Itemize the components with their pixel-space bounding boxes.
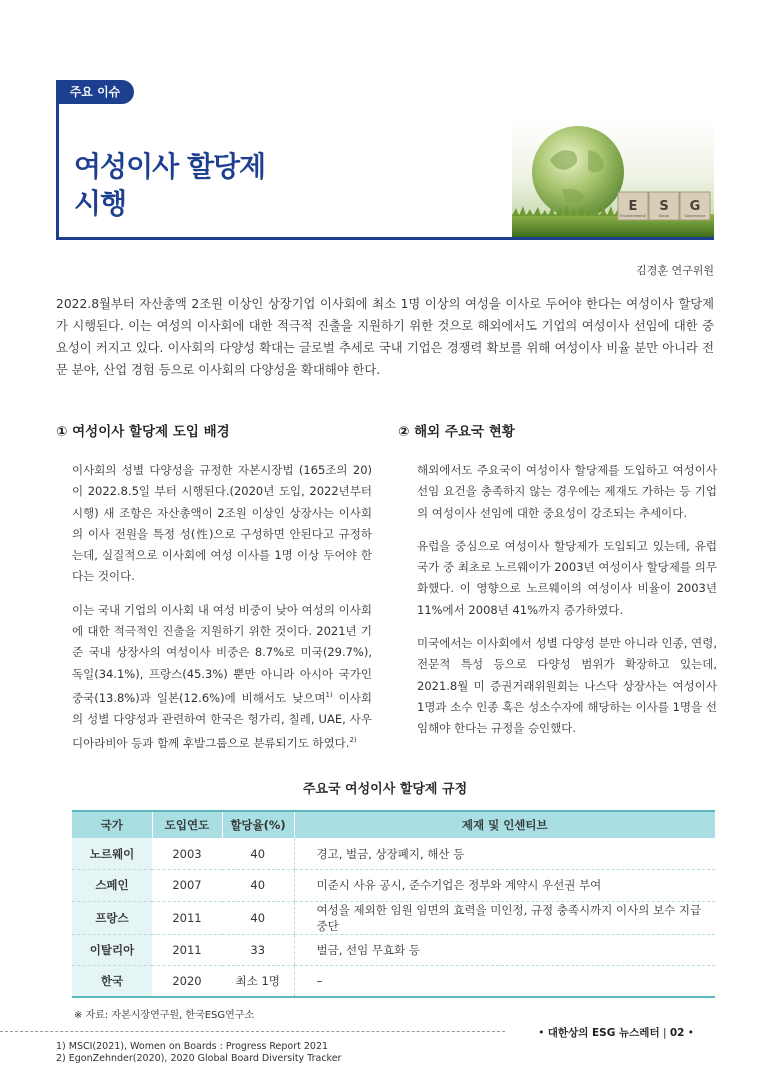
footnote-1: 1) MSCI(2021), Women on Boards : Progress Report 2021 xyxy=(56,1041,329,1052)
table-header-row xyxy=(72,811,715,838)
section-1-title: ① 여성이사 할당제 도입 배경 xyxy=(56,424,230,440)
section-2-paragraph-2: 유럽을 중심으로 여성이사 할당제가 도입되고 있는데, 유럽 국가 중 최초로 노르웨이가 2003년 여성이사 할당제를 의무화했다. 이 영향으로 노르웨이의 여성이사 비율이 2003년 11%에서 2008년 41%까지 증가하였다. xyxy=(417,538,717,617)
cell-country: 노르웨이 xyxy=(72,838,152,870)
section-2-paragraph-1: 해외에서도 주요국이 여성이사 할당제를 도입하고 여성이사 선임 요건을 충족하지 않는 경우에는 제재도 가하는 등 기업의 여성이사 선임에 대한 중요성이 강조되는 추세이다. xyxy=(417,463,717,520)
esg-block-g-sub: Governance xyxy=(684,214,706,218)
cell-sanctions: 벌금, 선임 무효화 등 xyxy=(294,934,715,966)
cell-country: 이탈리아 xyxy=(72,934,152,966)
cell-rate: 최소 1명 xyxy=(222,966,294,998)
section-2-paragraph-3: 미국에서는 이사회에서 성별 다양성 분만 아니라 인종, 연령, 전문적 특성 등으로 다양성 범위가 확장하고 있는데, 2021.8월 미 증권거래위원회는 나스닥 상장사는 여성이사 1명과 소수 인종 혹은 성소수자에 해당하는 이사를 1명을 선임해야 한다는 규정을 승인했다. xyxy=(417,636,717,736)
cell-country: 한국 xyxy=(72,966,152,998)
frame-bottom-rule xyxy=(56,237,714,240)
title-line-2: 시행 xyxy=(74,187,127,220)
header-sanctions: 제재 및 인센티브 xyxy=(294,811,715,838)
header-country: 국가 xyxy=(72,811,152,838)
table-row xyxy=(72,966,715,998)
header-year: 도입연도 xyxy=(152,811,222,838)
cell-year: 2007 xyxy=(152,870,222,902)
esg-block-e-sub: Environmental xyxy=(620,214,646,218)
cell-sanctions: – xyxy=(294,966,715,998)
title-line-1: 여성이사 할당제 xyxy=(74,150,266,183)
table-row xyxy=(72,870,715,902)
footer xyxy=(538,1025,694,1040)
footer-bullet-left: • xyxy=(538,1027,545,1039)
table-row xyxy=(72,901,715,934)
cell-country: 프랑스 xyxy=(72,901,152,934)
cell-year: 2020 xyxy=(152,966,222,998)
footer-separator: | xyxy=(662,1027,667,1039)
table-row xyxy=(72,838,715,870)
footnotes xyxy=(56,1041,341,1065)
section-1-paragraph-2-text: 이는 국내 기업의 이사회 내 여성 비중이 낮아 여성의 이사회에 대한 적극적인 진출을 지원하기 위한 것이다. 2021년 기준 국내 상장사의 여성이사 비중은 8.7%로 미국(29.7%), 독일(34.1%), 프랑스(45.3%) 뿐만 아니라 아시아 국가인 중국(13.8%)과 일본(12.6%)에 비해서도 낮으며 xyxy=(72,602,372,705)
section-1-paragraph-2-text-2: 이사회의 성별 다양성과 관련하여 한국은 헝가리, 칠레, UAE, 사우디아라비아 등과 함께 후발그룹으로 분류되기도 하였다. xyxy=(72,690,372,751)
header-rate: 할당율(%) xyxy=(222,811,294,838)
cell-rate: 40 xyxy=(222,838,294,870)
footer-publication: 대한상의 ESG 뉴스레터 xyxy=(547,1027,660,1039)
esg-block-e: E xyxy=(628,199,638,214)
section-1-paragraph-1: 이사회의 성별 다양성을 규정한 자본시장법 (165조의 20)이 2022.8.5일 부터 시행된다.(2020년 도입, 2022년부터 시행) 새 조항은 자산총액이 2조원 이상인 상장사는 이사회의 이사 전원을 특정 성(性)으로 구성하면 안된다고 규정하는데, 실질적으로 이사회에 여성 이사를 1명 이상 두어야 한다는 것이다. xyxy=(72,463,372,584)
section-2-title: ② 해외 주요국 현황 xyxy=(398,424,515,440)
page-title xyxy=(74,148,265,222)
cell-rate: 40 xyxy=(222,901,294,934)
quota-table xyxy=(72,810,715,998)
table-row xyxy=(72,934,715,966)
cell-sanctions: 여성을 제외한 임원 임면의 효력을 미인정, 규정 충족시까지 이사의 보수 지급 중단 xyxy=(294,901,715,934)
esg-block-g: G xyxy=(689,199,701,214)
footnote-2: 2) EgonZehnder(2020), 2020 Global Board Diversity Tracker xyxy=(56,1053,342,1064)
footer-rule xyxy=(0,1031,505,1032)
page-number: 02 xyxy=(669,1027,685,1039)
cell-country: 스페인 xyxy=(72,870,152,902)
esg-block-s: S xyxy=(659,199,669,214)
frame-left-rule xyxy=(56,104,59,240)
cell-rate: 33 xyxy=(222,934,294,966)
table-title: 주요국 여성이사 할당제 규정 xyxy=(302,782,468,797)
cell-year: 2011 xyxy=(152,934,222,966)
footnote-ref-1: 1) xyxy=(325,690,333,699)
esg-block-s-sub: Social xyxy=(658,214,670,218)
section-2-body xyxy=(417,460,717,752)
section-1-paragraph-2 xyxy=(72,600,372,755)
footer-bullet-right: • xyxy=(687,1027,694,1039)
intro-paragraph: 2022.8월부터 자산총액 2조원 이상인 상장기업 이사회에 최소 1명 이상의 여성을 이사로 두어야 한다는 여성이사 할당제가 시행된다. 이는 여성의 이사회에 대한 적극적 진출을 지원하기 위한 것으로 해외에서도 기업의 여성이사 선임에 대한 중요성이 커지고 있다. 이사회의 다양성 확대는 글로벌 추세로 국내 기업은 경쟁력 확보를 위해 여성이사 비율 분만 아니라 전문 분야, 산업 경험 등으로 이사회의 다양성을 확대해야 한다. xyxy=(56,297,714,377)
cell-year: 2011 xyxy=(152,901,222,934)
globe-grass-illustration xyxy=(512,120,714,237)
section-tag: 주요 이슈 xyxy=(56,80,134,104)
footnote-ref-2: 2) xyxy=(349,736,357,745)
author: 김경훈 연구위원 xyxy=(636,264,714,277)
table-source: ※ 자료: 자본시장연구원, 한국ESG연구소 xyxy=(74,1010,255,1021)
hero-image xyxy=(512,120,714,237)
section-1-body xyxy=(72,460,372,767)
cell-sanctions: 경고, 벌금, 상장폐지, 해산 등 xyxy=(294,838,715,870)
cell-sanctions: 미준시 사유 공시, 준수기업은 정부와 계약시 우선권 부여 xyxy=(294,870,715,902)
cell-rate: 40 xyxy=(222,870,294,902)
cell-year: 2003 xyxy=(152,838,222,870)
esg-blocks xyxy=(618,192,710,220)
